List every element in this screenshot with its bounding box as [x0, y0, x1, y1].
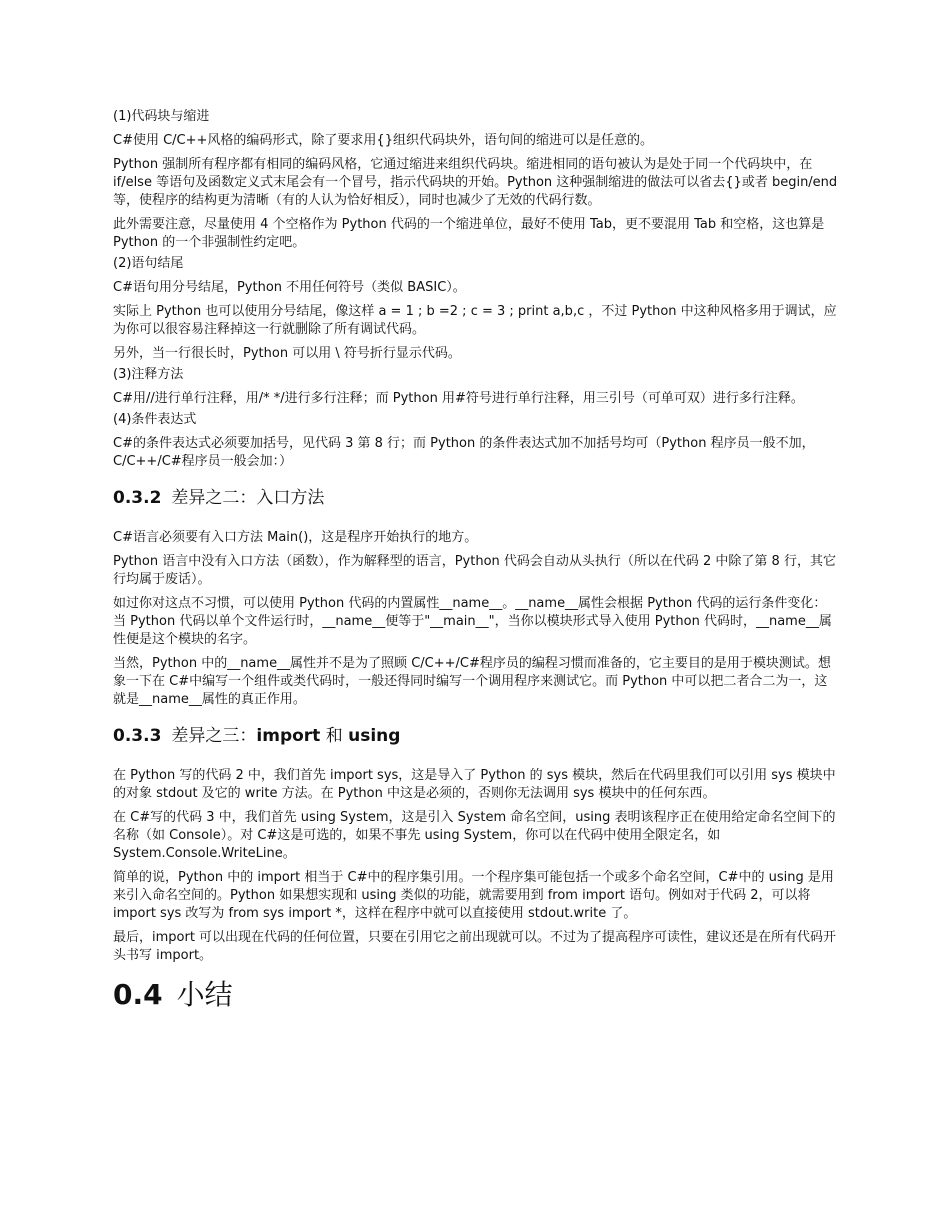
section-heading-0-3-3	[113, 725, 838, 747]
paragraph: 实际上 Python 也可以使用分号结尾，像这样 a = 1 ; b =2 ; c = 3 ; print a,b,c ，不过 Python 中这种风格多用于调试，应为你可以很容易注释掉这一行就删除了所有调试代码。	[113, 304, 837, 337]
paragraph: 在 Python 写的代码 2 中，我们首先 import sys，这是导入了 Python 的 sys 模块，然后在代码里我们可以引用 sys 模块中的对象 stdout 及它的 write 方法。在 Python 中这是必须的，否则你无法调用 sys 模块中的任何东西。	[113, 768, 836, 801]
section-number: 0.4	[113, 978, 163, 1011]
paragraph: C#语言必须要有入口方法 Main()，这是程序开始执行的地方。	[113, 530, 478, 545]
paragraph: Python 强制所有程序都有相同的编码风格，它通过缩进来组织代码块。缩进相同的语句被认为是处于同一个代码块中，在 if/else 等语句及函数定义式末尾会有一个冒号，指示代码块的开始。Python 这种强制缩进的做法可以省去{}或者 begin/end 等，使程序的结构更为清晰（有的人认为恰好相反），同时也减少了无效的代码行数。	[113, 157, 838, 208]
paragraph: C#的条件表达式必须要加括号，见代码 3 第 8 行；而 Python 的条件表达式加不加括号均可（Python 程序员一般不加，C/C++/C#程序员一般会加：）	[113, 436, 815, 469]
subheading-statement-end: (2)语句结尾	[113, 256, 184, 271]
section-title-keyword-using: using	[348, 726, 401, 746]
paragraph: 当然，Python 中的__name__属性并不是为了照顾 C/C++/C#程序员的编程习惯而准备的，它主要目的是用于模块测试。想象一下在 C#中编写一个组件或类代码时，一般还得同时编写一个调用程序来测试它。而 Python 中可以把二者合二为一，这就是__name__属性的真正作用。	[113, 656, 831, 707]
paragraph: Python 语言中没有入口方法（函数），作为解释型的语言，Python 代码会自动从头执行（所以在代码 2 中除了第 8 行，其它行均属于废话）。	[113, 554, 836, 587]
section-title-keyword-import: import	[256, 726, 321, 746]
section-title-and: 和	[320, 726, 349, 746]
subheading-code-block: (1)代码块与缩进	[113, 109, 210, 124]
section-number: 0.3.2	[113, 488, 162, 508]
section-title: 小结	[176, 978, 233, 1011]
subheading-condition: (4)条件表达式	[113, 412, 197, 427]
section-heading-0-4	[113, 977, 838, 1013]
paragraph: 最后，import 可以出现在代码的任何位置，只要在引用它之前出现就可以。不过为了提高程序可读性，建议还是在所有代码开头书写 import。	[113, 930, 837, 963]
section-title-prefix: 差异之三：	[171, 726, 257, 746]
paragraph: 此外需要注意，尽量使用 4 个空格作为 Python 代码的一个缩进单位，最好不使用 Tab，更不要混用 Tab 和空格，这也算是 Python 的一个非强制性约定吧。	[113, 217, 825, 250]
paragraph: 简单的说，Python 中的 import 相当于 C#中的程序集引用。一个程序集可能包括一个或多个命名空间，C#中的 using 是用来引入命名空间的。Python 如果想实现和 using 类似的功能，就需要用到 from import 语句。例如对于代码 2，可以将 import sys 改写为 from sys import *，这样在程序中就可以直接使用 stdout.write 了。	[113, 870, 834, 921]
paragraph: 在 C#写的代码 3 中，我们首先 using System，这是引入 System 命名空间，using 表明该程序正在使用给定命名空间下的名称（如 Console）。对 C#这是可选的，如果不事先 using System，你可以在代码中使用全限定名，如 System.Console.WriteLine。	[113, 810, 836, 861]
section-title: 差异之二：入口方法	[171, 488, 325, 508]
section-number: 0.3.3	[113, 726, 162, 746]
section-heading-0-3-2	[113, 487, 838, 509]
subheading-comment: (3)注释方法	[113, 367, 184, 382]
paragraph: 另外，当一行很长时，Python 可以用 \ 符号折行显示代码。	[113, 346, 461, 361]
paragraph: C#语句用分号结尾，Python 不用任何符号（类似 BASIC）。	[113, 280, 466, 295]
paragraph: C#使用 C/C++风格的编码形式，除了要求用{}组织代码块外，语句间的缩进可以是任意的。	[113, 133, 653, 148]
document-page	[113, 108, 838, 1013]
paragraph: C#用//进行单行注释，用/* */进行多行注释；而 Python 用#符号进行单行注释，用三引号（可单可双）进行多行注释。	[113, 391, 804, 406]
paragraph: 如过你对这点不习惯，可以使用 Python 代码的内置属性__name__。__name__属性会根据 Python 代码的运行条件变化：当 Python 代码以单个文件运行时，__name__便等于"__main__"，当你以模块形式导入使用 Python 代码时，__name__属性便是这个模块的名字。	[113, 596, 832, 647]
